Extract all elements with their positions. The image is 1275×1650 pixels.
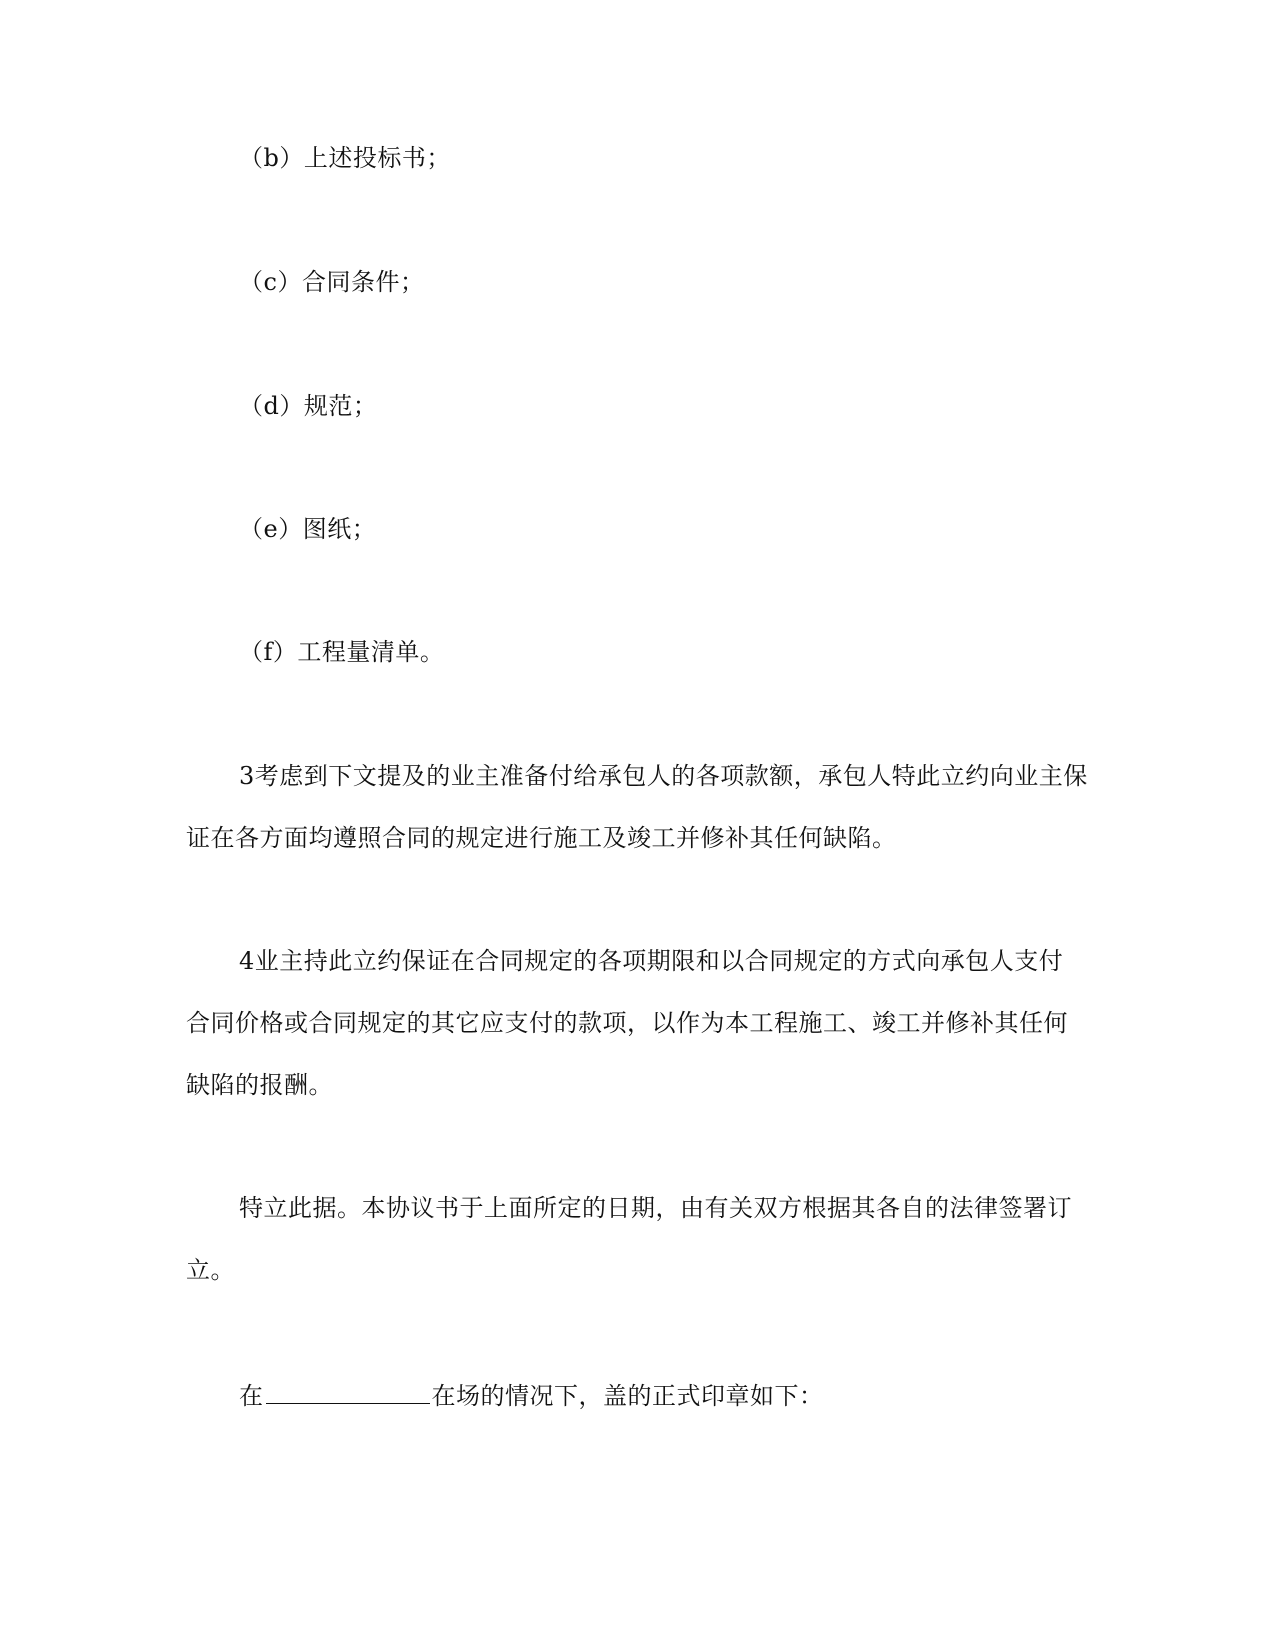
paragraph-3-line-2: 证在各方面均遵照合同的规定进行施工及竣工并修补其任何缺陷。 xyxy=(186,824,897,852)
list-item-c: （c）合同条件； xyxy=(239,268,425,296)
witness-prefix: 在 xyxy=(239,1382,264,1410)
witness-suffix: 在场的情况下，盖的正式印章如下： xyxy=(431,1382,824,1410)
witness-blank-field xyxy=(266,1377,430,1404)
paragraph-5-line-2: 立。 xyxy=(186,1256,235,1284)
list-item-e: （e）图纸； xyxy=(239,515,377,543)
paragraph-4-line-2: 合同价格或合同规定的其它应支付的款项，以作为本工程施工、竣工并修补其任何 xyxy=(186,1009,1068,1037)
witness-line xyxy=(239,1377,824,1412)
list-item-d: （d）规范； xyxy=(239,392,378,420)
paragraph-3-line-1: 3考虑到下文提及的业主准备付给承包人的各项款额，承包人特此立约向业主保 xyxy=(239,762,1088,790)
paragraph-5-line-1: 特立此据。本协议书于上面所定的日期，由有关双方根据其各自的法律签署订 xyxy=(239,1194,1072,1222)
paragraph-4-line-3: 缺陷的报酬。 xyxy=(186,1071,333,1099)
list-item-f: （f）工程量清单。 xyxy=(239,638,445,666)
list-item-b: （b）上述投标书； xyxy=(239,144,451,172)
paragraph-4-line-1: 4业主持此立约保证在合同规定的各项期限和以合同规定的方式向承包人支付 xyxy=(239,947,1064,975)
